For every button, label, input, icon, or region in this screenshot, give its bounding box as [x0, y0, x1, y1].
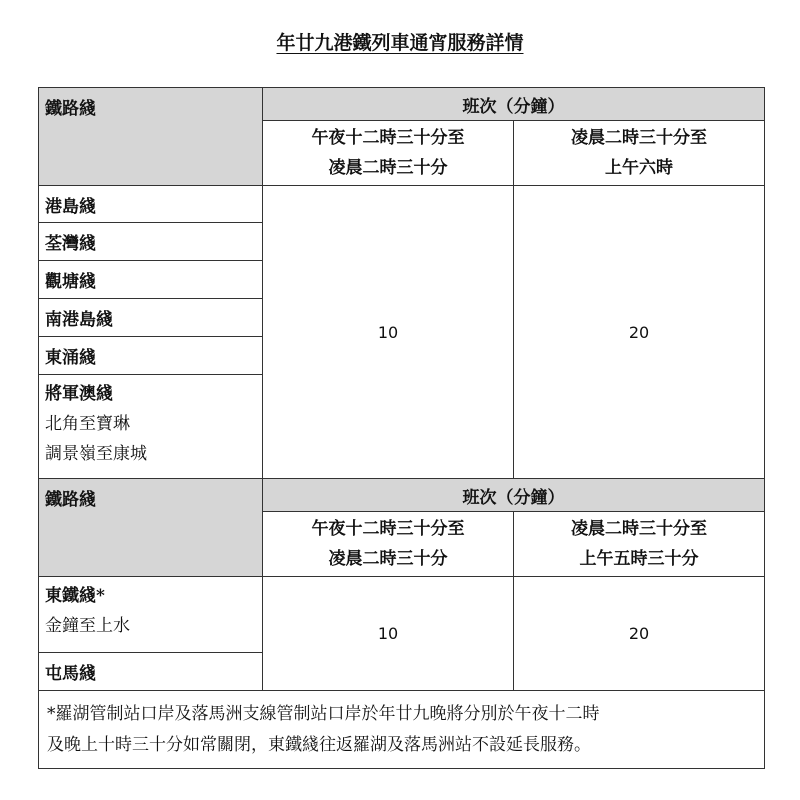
line-tung-chung: 東涌綫 — [39, 337, 263, 375]
page-title — [0, 28, 800, 55]
line-tsuen-wan: 荃灣綫 — [39, 223, 263, 261]
period-1-2-b: 上午六時 — [605, 158, 673, 178]
period-1-1 — [263, 121, 514, 186]
freq-2-2: 20 — [514, 577, 765, 691]
line-island: 港島綫 — [39, 186, 263, 223]
line-south-island: 南港島綫 — [39, 299, 263, 337]
period-1-2-a: 凌晨二時三十分至 — [571, 128, 707, 148]
east-rail-section: 金鐘至上水 — [45, 616, 130, 636]
period-2-2 — [514, 512, 765, 577]
period-1-1-b: 凌晨二時三十分 — [328, 158, 448, 178]
freq-header-1: 班次（分鐘） — [263, 88, 765, 121]
freq-2-1: 10 — [263, 577, 514, 691]
period-1-1-a: 午夜十二時三十分至 — [311, 128, 465, 148]
line-header-2: 鐵路綫 — [39, 479, 263, 577]
line-kwun-tong: 觀塘綫 — [39, 261, 263, 299]
tko-branch-po-lam: 北角至寶琳 — [45, 414, 130, 434]
freq-1-1: 10 — [263, 186, 514, 479]
freq-header-2: 班次（分鐘） — [263, 479, 765, 512]
tko-branch-lohas-park: 調景嶺至康城 — [45, 444, 147, 464]
footnote-line-1: *羅湖管制站口岸及落馬洲支線管制站口岸於年廿九晚將分別於午夜十二時 — [47, 703, 600, 724]
line-header-1: 鐵路綫 — [39, 88, 263, 186]
line-tseung-kwan-o-cell — [39, 375, 263, 479]
line-tuen-ma: 屯馬綫 — [39, 653, 263, 691]
freq-1-2: 20 — [514, 186, 765, 479]
line-tseung-kwan-o: 將軍澳綫 — [45, 384, 113, 404]
service-table — [38, 87, 765, 769]
period-2-2-b: 上午五時三十分 — [579, 549, 699, 569]
period-2-1 — [263, 512, 514, 577]
line-east-rail: 東鐵綫* — [45, 586, 105, 606]
period-1-2 — [514, 121, 765, 186]
period-2-1-a: 午夜十二時三十分至 — [311, 519, 465, 539]
page-title-text: 年廿九港鐵列車通宵服務詳情 — [276, 32, 524, 54]
footnote — [39, 691, 765, 769]
line-east-rail-cell — [39, 577, 263, 653]
footnote-line-2: 及晚上十時三十分如常關閉，東鐵綫往返羅湖及落馬洲站不設延長服務。 — [47, 734, 591, 755]
period-2-1-b: 凌晨二時三十分 — [328, 549, 448, 569]
period-2-2-a: 凌晨二時三十分至 — [571, 519, 707, 539]
